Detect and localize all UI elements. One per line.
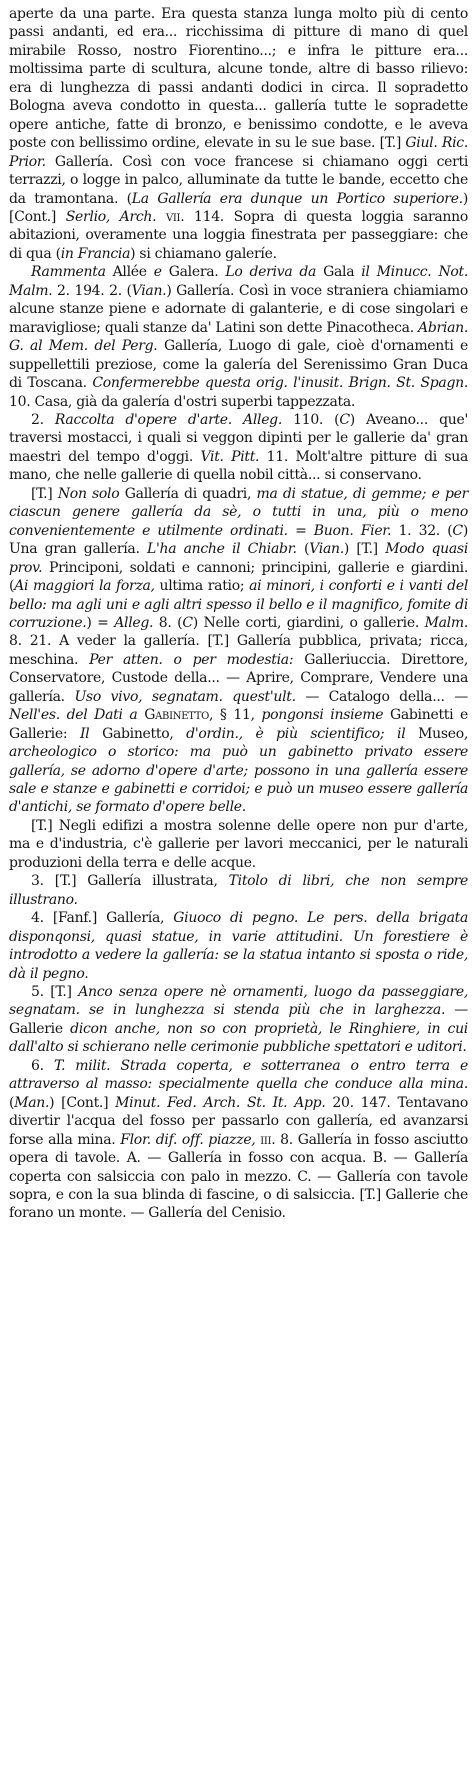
entry-paragraph: 4. [Fanf.] Gallería, Giuoco di pegno. Le pers. della brigata disponqonsi, quasi statue, in varie attitudini. Un forestiere è introdotto a vedere la gallería: se la statua intanto si sposta o ride, dà il pegno. xyxy=(9,910,468,982)
entry-paragraph: [T.] Negli edifizi a mostra solenne delle opere non pur d'arte, ma e d'industria, c'è gallerie per lavori meccanici, per le naturali produzioni della terra e delle acque. xyxy=(9,817,468,871)
entry-paragraph: 3. [T.] Gallería illustrata, Titolo di libri, che non sempre illustrano. xyxy=(9,873,468,908)
entry-paragraph: aperte da una parte. Era questa stanza lunga molto più di cento passi andanti, ed era... ricchissima di pitture di mano di quel mirabile Rosso, nostro Fiorentino...; e infra le pitture era... moltissima parte di scultura, alcune tonde, altre di basso rilievo: era di lunghezza di passi andanti dodici in circa. Il sopradetto Bologna aveva condotto in questa... gallería tutte le sopradette opere antiche, fatte di bronzo, e benissimo condotte, e le aveva poste con bellissimo ordine, elevate in su le sue base. [T.] Giul. Ric. Prior. Gallería. Così con voce francese si chiamano oggi certi terrazzi, o logge in palco, alluminate da tutte le bande, eccetto che da tramontana. (La Gallería era dunque un Portico superiore.) [Cont.] Serlio, Arch. vii. 114. Sopra di questa loggia saranno abitazioni, overamente una loggia finestrata per passeggiare: che di qua (in Francia) si chiamano galeríe. xyxy=(9,6,469,262)
entry-paragraph: [T.] Non solo Gallería di quadri, ma di statue, di gemme; e per ciascun genere gallería da sè, o tutti in una, più o meno convenientemente e utilmente ordinati. = Buon. Fier. 1. 32. (C) Una gran gallería. L'ha anche il Chiabr. (Vian.) [T.] Modo quasi prov. Principoni, soldati e cannoni; principini, gallerie e giardini. (Ai maggiori la forza, ultima ratio; ai minori, i conforti e i vanti del bello: ma agli uni e agli altri spesso il bello e il magnifico, fomite di corruzione.) = Alleg. 8. (C) Nelle corti, giardini, o gallerie. Malm. 8. 21. A veder la gallería. [T.] Gallería pubblica, privata; ricca, meschina. Per atten. o per modestia: Galleriuccia. Direttore, Conservatore, Custode della... — Aprire, Comprare, Vendere una gallería. Uso vivo, segnatam. quest'ult. — Catalogo della... — Nell'es. del Dati a Gabinetto, § 11, pongonsi insieme Gabinetti e Gallerie: Il Gabinetto, d'ordin., è più scientifico; il Museo, archeologico o storico: ma può un gabinetto privato essere gallería, se adorno d'opere d'arte; possono in una gallería essere sale e stanze e gabinetti e corridoi; e può un museo essere gallería d'antichi, se formato d'opere belle. xyxy=(9,485,469,816)
entry-paragraph: 5. [T.] Anco senza opere nè ornamenti, luogo da passeggiare, segnatam. se in lunghezza si stenda più che in larghezza. — Gallerie dicon anche, non so con proprietà, le Ringhiere, in cui dall'alto si schierano nelle cerimonie pubbliche spettatori e uditori. xyxy=(9,984,468,1056)
entry-paragraph: 6. T. milit. Strada coperta, e sotterranea o entro terra e attraverso al masso: specialmente quella che conduce alla mina. (Man.) [Cont.] Minut. Fed. Arch. St. It. App. 20. 147. Tentavano divertir l'acqua del fosso per passarlo con gallería, ed avanzarsi forse alla mina. Flor. dif. off. piazze, iii. 8. Gallería in fosso asciutto opera di tavole. A. — Gallería in fosso con acqua. B. — Gallería coperta con salsiccia con palo in mezzo. C. — Gallería con tavole sopra, e con la sua blinda di fascine, o di salsiccia. [T.] Gallerie che forano un monte. — Gallería del Cenisio. xyxy=(9,1057,468,1222)
entry-paragraph: 2. Raccolta d'opere d'arte. Alleg. 110. (C) Aveano... que' traversi mostacci, i quali si veggon dipinti per le gallerie da' gran maestri del tempo d'oggi. Vit. Pitt. 11. Molt'altre pitture di sua mano, che nelle gallerie di quella nobil città... si conservano. xyxy=(9,411,468,484)
entry-paragraph: Rammenta Allée e Galera. Lo deriva da Gala il Minucc. Not. Malm. 2. 194. 2. (Vian.) Gallería. Così in voce straniera chiamiamo alcune stanze piene e adornate di galanterie, e di cose singolari e maravigliose; quali stanze da' Latini son dette Pinacotheca. Abrian. G. al Mem. del Perg. Gallería, Luogo di gale, cioè d'ornamenti e suppellettili preziose, come la galería del Serenissimo Gran Duca di Toscana. Confermerebbe questa orig. l'inusit. Brign. St. Spagn. 10. Casa, già da galería d'ostri superbi tappezzata. xyxy=(9,264,468,410)
